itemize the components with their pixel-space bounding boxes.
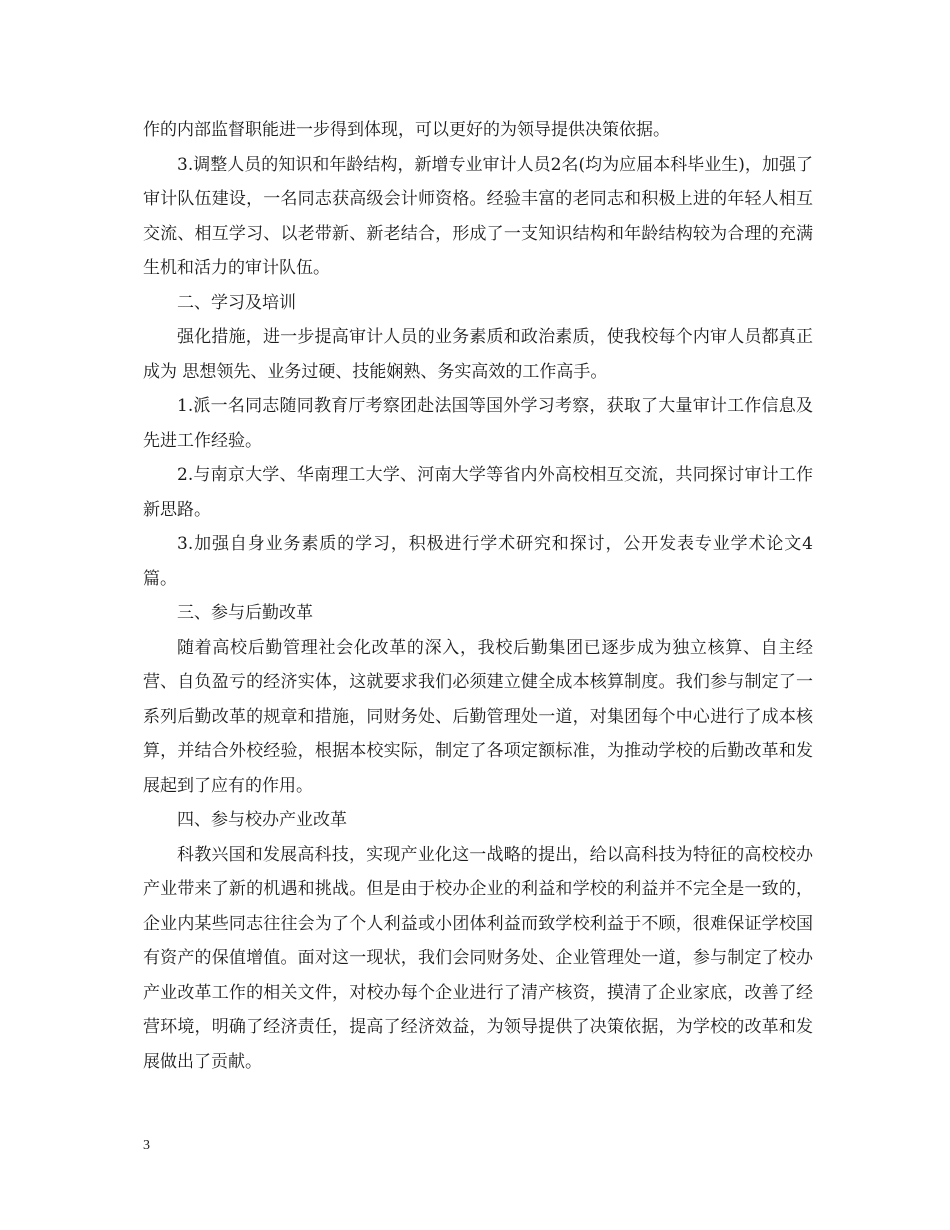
- section-heading-logistics: 三、参与后勤改革: [177, 603, 313, 623]
- section-heading-industry: 四、参与校办产业改革: [177, 810, 347, 830]
- paragraph-continuation: 作的内部监督职能进一步得到体现，可以更好的为领导提供决策依据。: [143, 120, 670, 140]
- paragraph-logistics: 随着高校后勤管理社会化改革的深入，我校后勤集团已逐步成为独立核算、自主经营、自负盈亏的经济实体，这就要求我们必须建立健全成本核算制度。我们参与制定了一系列后勤改革的规章和措施，同财务处、后勤管理处一道，对集团每个中心进行了成本核算，并结合外校经验，根据本校实际，制定了各项定额标准，为推动学校的后勤改革和发展起到了应有的作用。: [143, 637, 813, 796]
- paragraph-training-item-1: 1.派一名同志随同教育厅考察团赴法国等国外学习考察，获取了大量审计工作信息及先进工作经验。: [143, 396, 813, 451]
- paragraph-training-item-3: 3.加强自身业务素质的学习，积极进行学术研究和探讨，公开发表专业学术论文4篇。: [143, 534, 813, 589]
- paragraph-industry: 科教兴国和发展高科技，实现产业化这一战略的提出，给以高科技为特征的高校校办产业带来了新的机遇和挑战。但是由于校办企业的利益和学校的利益并不完全是一致的，企业内某些同志往往会为了个人利益或小团体利益而致学校利益于不顾，很难保证学校国有资产的保值增值。面对这一现状，我们会同财务处、企业管理处一道，参与制定了校办产业改革工作的相关文件，对校办每个企业进行了清产核资，摸清了企业家底，改善了经营环境，明确了经济责任，提高了经济效益，为领导提供了决策依据，为学校的改革和发展做出了贡献。: [143, 844, 813, 1072]
- paragraph-staff-structure: 3.调整人员的知识和年龄结构，新增专业审计人员2名(均为应届本科毕业生)，加强了审计队伍建设，一名同志获高级会计师资格。经验丰富的老同志和积极上进的年轻人相互交流、相互学习、以老带新、新老结合，形成了一支知识结构和年龄结构较为合理的充满生机和活力的审计队伍。: [143, 154, 813, 278]
- document-body: [143, 113, 813, 1079]
- section-heading-training: 二、学习及培训: [177, 292, 296, 313]
- page-number: 3: [143, 1138, 150, 1153]
- paragraph-training-item-2: 2.与南京大学、华南理工大学、河南大学等省内外高校相互交流，共同探讨审计工作新思路。: [143, 465, 813, 520]
- paragraph-training-intro: 强化措施，进一步提高审计人员的业务素质和政治素质，使我校每个内审人员都真正成为 思想领先、业务过硬、技能娴熟、务实高效的工作高手。: [143, 327, 813, 382]
